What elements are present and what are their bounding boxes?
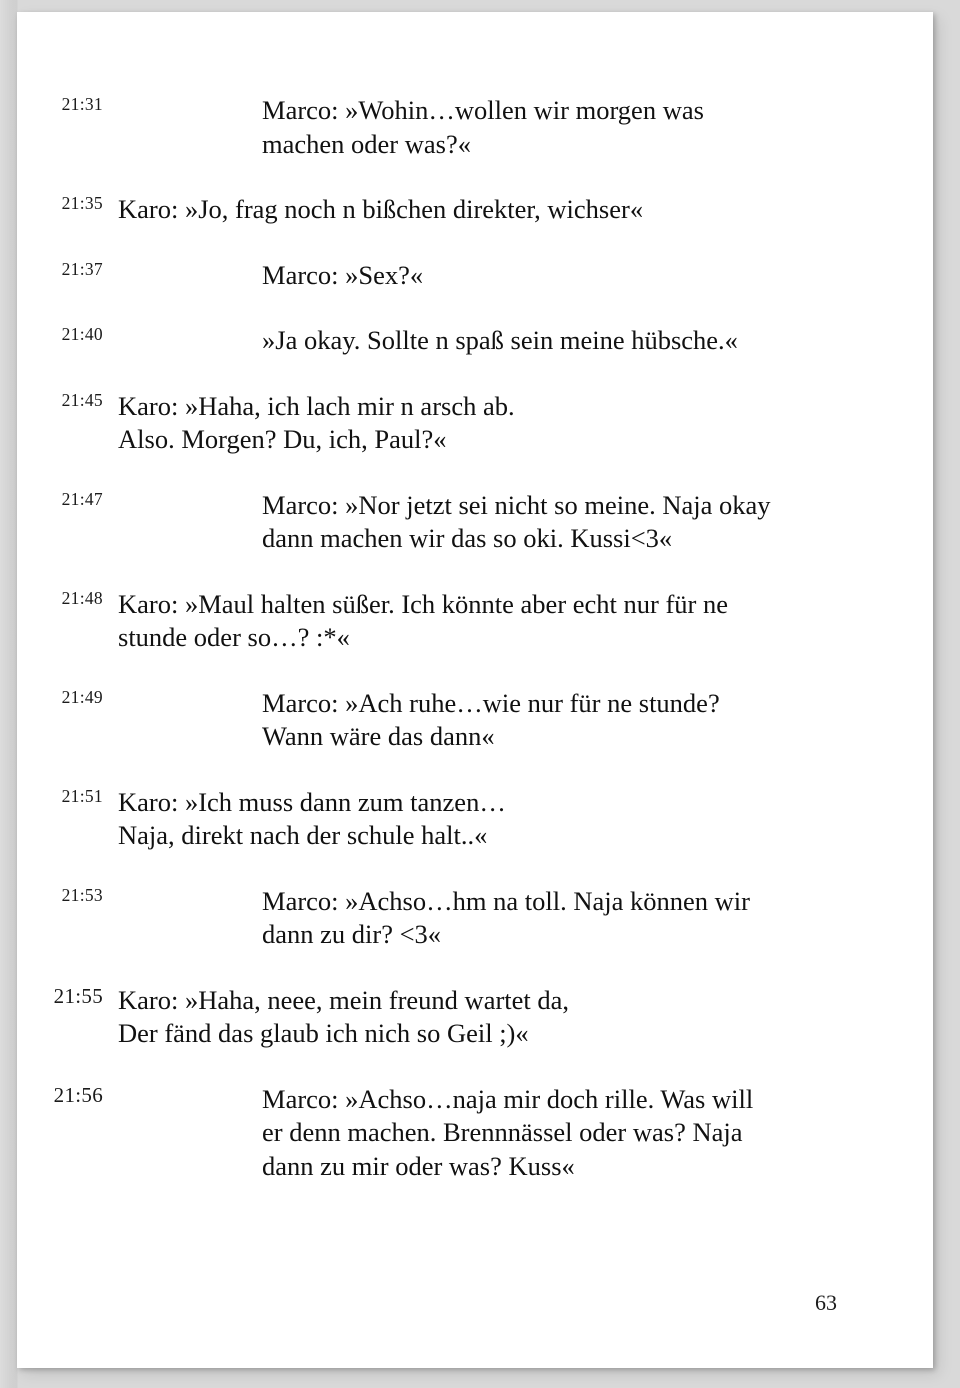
message-timestamp: 21:35: [61, 193, 103, 213]
message-block: [17, 193, 933, 227]
message-line: machen oder was?«: [262, 128, 471, 159]
message-block: [17, 885, 933, 952]
message-text: [118, 588, 822, 655]
message-timestamp: 21:53: [61, 884, 103, 905]
message-timestamp: 21:49: [61, 686, 103, 707]
message-text: [118, 786, 822, 853]
message-block: [17, 489, 933, 556]
message-line: Also. Morgen? Du, ich, Paul?«: [118, 424, 447, 454]
message-block: [17, 324, 933, 358]
message-text: [262, 885, 822, 952]
message-line: er denn machen. Brennnässel oder was? Naja: [262, 1117, 743, 1147]
message-text: [262, 259, 822, 293]
message-block: [17, 1083, 933, 1184]
message-block: [17, 390, 933, 457]
message-line: stunde oder so…? :*«: [118, 622, 350, 652]
message-line: Karo: »Jo, frag noch n bißchen direkter, wichser«: [118, 194, 644, 224]
message-timestamp: 21:40: [61, 324, 103, 344]
message-line: Naja, direkt nach der schule halt..«: [118, 820, 488, 850]
message-block: [17, 259, 933, 293]
message-text: [118, 984, 822, 1051]
message-timestamp: 21:47: [61, 488, 103, 509]
message-timestamp: 21:51: [61, 785, 103, 806]
message-line: dann zu mir oder was? Kuss«: [262, 1150, 575, 1181]
message-timestamp: 21:37: [61, 258, 103, 279]
message-block: [17, 94, 933, 161]
message-text: [262, 687, 822, 754]
message-text: [118, 390, 822, 457]
message-block: [17, 984, 933, 1051]
message-timestamp: 21:31: [61, 94, 103, 114]
message-line: Karo: »Ich muss dann zum tanzen…: [118, 786, 506, 817]
message-text: [118, 193, 822, 227]
message-line: Karo: »Haha, ich lach mir n arsch ab.: [118, 390, 515, 421]
message-line: Marco: »Nor jetzt sei nicht so meine. Naja okay: [262, 489, 771, 520]
page-number: 63: [815, 1290, 837, 1315]
message-line: Marco: »Sex?«: [262, 259, 424, 290]
message-line: dann zu dir? <3«: [262, 919, 442, 949]
message-block: [17, 786, 933, 853]
message-timestamp: 21:48: [61, 587, 103, 608]
message-timestamp: 21:55: [53, 983, 103, 1008]
message-text: [262, 324, 822, 358]
message-line: Marco: »Wohin…wollen wir morgen was: [262, 95, 704, 125]
message-text: [262, 94, 822, 161]
message-line: Der fänd das glaub ich nich so Geil ;)«: [118, 1018, 529, 1048]
message-line: »Ja okay. Sollte n spaß sein meine hübsche.«: [262, 325, 738, 355]
message-text: [262, 1083, 822, 1184]
message-line: Marco: »Achso…naja mir doch rille. Was will: [262, 1083, 754, 1114]
message-line: Wann wäre das dann«: [262, 721, 495, 751]
message-line: Marco: »Achso…hm na toll. Naja können wir: [262, 885, 750, 916]
message-timestamp: 21:56: [53, 1082, 103, 1107]
book-page: [17, 12, 933, 1368]
message-block: [17, 588, 933, 655]
message-line: dann machen wir das so oki. Kussi<3«: [262, 523, 673, 553]
message-line: Marco: »Ach ruhe…wie nur für ne stunde?: [262, 687, 720, 718]
message-timestamp: 21:45: [61, 389, 103, 410]
message-block: [17, 687, 933, 754]
message-line: Karo: »Maul halten süßer. Ich könnte aber echt nur für ne: [118, 588, 729, 619]
message-line: Karo: »Haha, neee, mein freund wartet da,: [118, 984, 570, 1015]
message-text: [262, 489, 822, 556]
